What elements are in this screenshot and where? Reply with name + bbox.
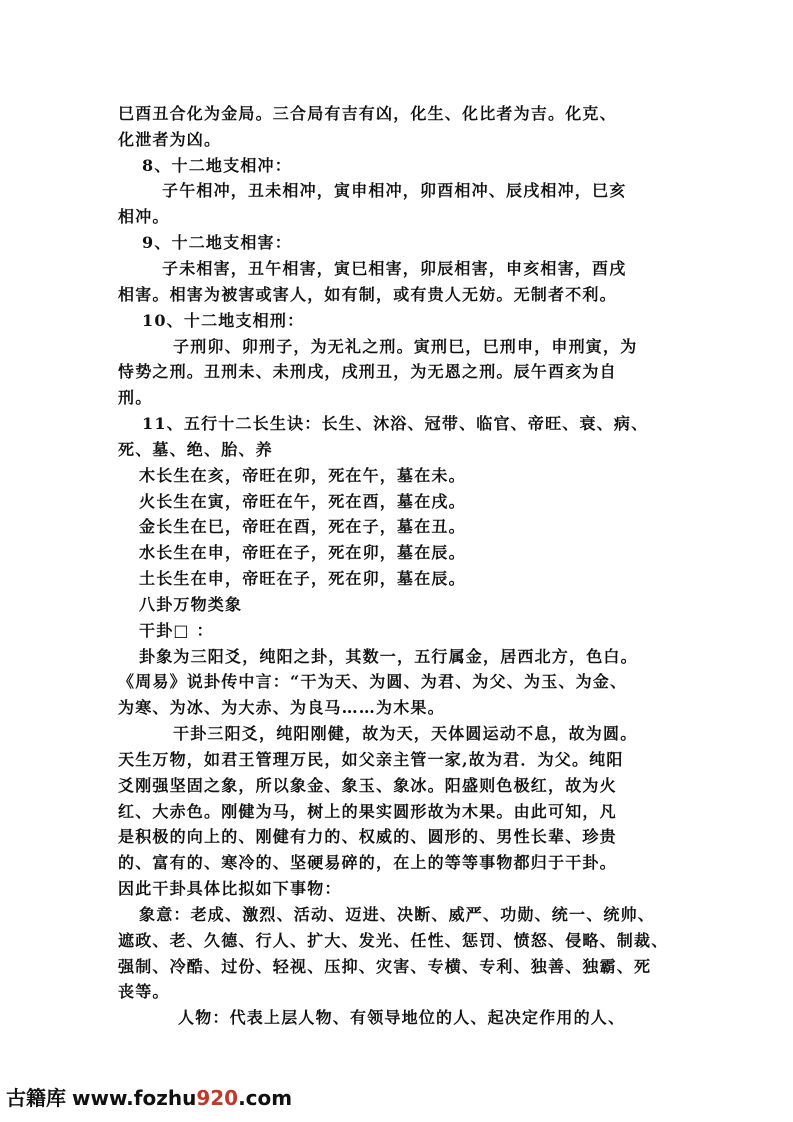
text-line: 遮政、老、久德、行人、扩大、发光、任性、惩罚、愤怒、侵略、制裁、 bbox=[118, 931, 669, 950]
text-line: 火长生在寅，帝旺在午，死在酉，墓在戌。 bbox=[139, 492, 466, 511]
section-heading: 干卦□ ： bbox=[139, 621, 214, 640]
text-line: 《周易》说卦传中言：“干为天、为圆、为君、为父、为玉、为金、 bbox=[118, 672, 628, 691]
footer-url-prefix: www.fozhu bbox=[72, 1086, 197, 1110]
text-line: 干卦三阳爻，纯阳刚健，故为天，天体圆运动不息，故为圆。 bbox=[173, 724, 638, 743]
text-line: 死、墓、绝、胎、养 bbox=[118, 440, 273, 459]
footer-brand: 古籍库 bbox=[6, 1086, 66, 1110]
section-heading: 8、十二地支相冲： bbox=[142, 156, 292, 175]
text-line: 天生万物，如君王管理万民，如父亲主管一家,故为君．为父。纯阳 bbox=[118, 750, 624, 769]
text-line: 化泄者为凶。 bbox=[118, 130, 222, 149]
text-line: 为寒、为冰、为大赤、为良马……为木果。 bbox=[118, 698, 445, 717]
text-line: 强制、冷酷、过份、轻视、压抑、灾害、专横、专利、独善、独霸、死 bbox=[118, 957, 652, 976]
text-line: 相害。相害为被害或害人，如有制，或有贵人无妨。无制者不利。 bbox=[118, 285, 617, 304]
text-line: 卦象为三阳爻，纯阳之卦，其数一，五行属金，居西北方，色白。 bbox=[139, 647, 638, 666]
section-heading: 八卦万物类象 bbox=[139, 595, 243, 614]
text-line: 金长生在巳，帝旺在酉，死在子，墓在丑。 bbox=[139, 517, 466, 536]
text-line: 的、富有的、寒冷的、坚硬易碎的，在上的等等事物都归于干卦。 bbox=[118, 853, 617, 872]
text-line: 巳酉丑合化为金局。三合局有吉有凶，化生、化比者为吉。化克、 bbox=[118, 104, 617, 123]
section-heading: 10、十二地支相刑： bbox=[142, 311, 305, 330]
text-line: 刑。 bbox=[118, 388, 153, 407]
text-line: 象意：老成、激烈、活动、迈进、决断、威严、功勋、统一、统帅、 bbox=[139, 905, 656, 924]
footer-url-number: 920 bbox=[196, 1086, 239, 1110]
text-line: 子午相冲，丑未相冲，寅申相冲，卯酉相冲、辰戌相冲，巳亥 bbox=[162, 181, 627, 200]
text-line: 丧等。 bbox=[118, 982, 170, 1001]
text-line: 木长生在亥，帝旺在卯，死在午，墓在未。 bbox=[139, 466, 466, 485]
text-line: 人物：代表上层人物、有领导地位的人、起决定作用的人、 bbox=[178, 1008, 626, 1027]
text-line: 子刑卯、卯刑子，为无礼之刑。寅刑巳，巳刑申，申刑寅，为 bbox=[173, 337, 638, 356]
text-line: 爻刚强坚固之象，所以象金、象玉、象冰。阳盛则色极红，故为火 bbox=[118, 776, 617, 795]
text-line: 是积极的向上的、刚健有力的、权威的、圆形的、男性长辈、珍贵 bbox=[118, 827, 617, 846]
section-heading: 11、五行十二长生诀：长生、沐浴、冠带、临官、帝旺、衰、病、 bbox=[142, 414, 649, 433]
text-line: 红、大赤色。刚健为马，树上的果实圆形故为木果。由此可知，凡 bbox=[118, 802, 617, 821]
text-line: 水长生在申，帝旺在子，死在卯，墓在辰。 bbox=[139, 543, 466, 562]
footer-watermark[interactable] bbox=[6, 1085, 292, 1111]
footer-url-suffix: .com bbox=[238, 1086, 293, 1110]
text-line: 因此干卦具体比拟如下事物： bbox=[118, 879, 342, 898]
text-line: 土长生在申，帝旺在子，死在卯，墓在辰。 bbox=[139, 569, 466, 588]
text-line: 子未相害，丑午相害，寅巳相害，卯辰相害，申亥相害，酉戌 bbox=[162, 259, 627, 278]
text-line: 相冲。 bbox=[118, 207, 170, 226]
section-heading: 9、十二地支相害： bbox=[142, 233, 292, 252]
text-line: 恃势之刑。丑刑未、未刑戌，戌刑丑，为无恩之刑。辰午酉亥为自 bbox=[118, 362, 617, 381]
